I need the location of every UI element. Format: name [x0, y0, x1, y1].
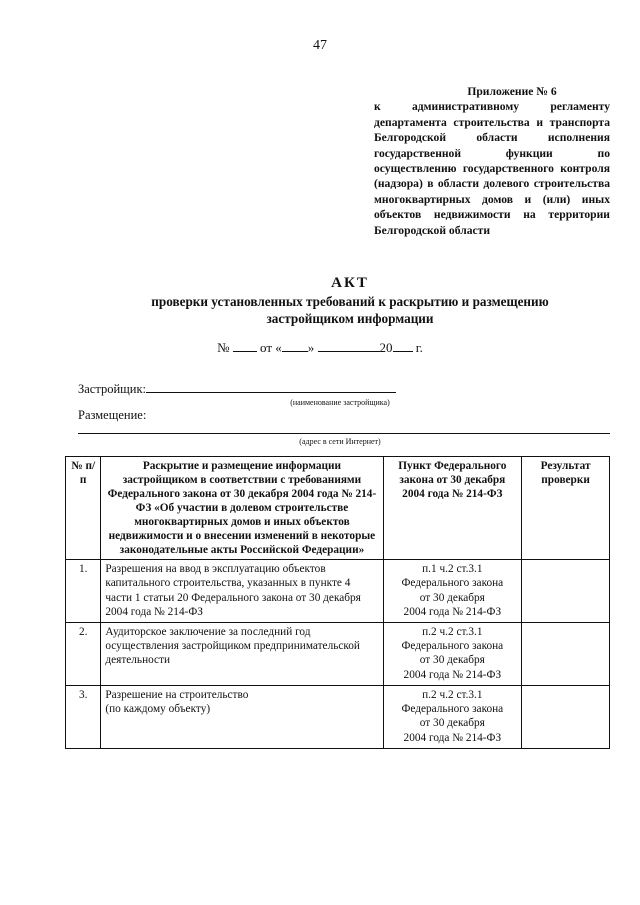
row-result[interactable]	[522, 560, 610, 623]
title-main: АКТ	[331, 275, 369, 291]
row-result[interactable]	[522, 685, 610, 748]
document-title	[80, 274, 620, 327]
row-law	[383, 622, 522, 685]
table-row	[66, 685, 610, 748]
title-sub-line-2: застройщиком информации	[266, 311, 434, 326]
law-line: п.2 ч.2 ст.3.1	[422, 688, 483, 701]
date-quote-close: »	[307, 340, 315, 355]
header-num: № п/п	[66, 457, 101, 560]
law-line: Федерального закона	[401, 640, 504, 653]
law-line: Федерального закона	[401, 703, 504, 716]
row-description: Аудиторское заключение за последний год осуществления застройщиком предпринимательской деятельности	[101, 622, 383, 685]
law-line: 2004 года № 214-ФЗ	[403, 606, 502, 619]
developer-field	[78, 381, 396, 397]
number-blank[interactable]	[233, 339, 257, 352]
law-line: п.2 ч.2 ст.3.1	[422, 625, 483, 638]
law-line: Федерального закона	[401, 577, 504, 590]
title-sub-line-1: проверки установленных требований к раскрытию и размещению	[151, 294, 549, 309]
year-blank[interactable]	[393, 339, 413, 352]
law-line: от 30 декабря	[419, 654, 485, 667]
developer-label: Застройщик:	[78, 382, 147, 396]
appendix-block	[374, 84, 610, 238]
row-num: 1.	[66, 560, 101, 623]
row-result[interactable]	[522, 622, 610, 685]
row-num: 3.	[66, 685, 101, 748]
law-line: 2004 года № 214-ФЗ	[403, 731, 502, 744]
row-num: 2.	[66, 622, 101, 685]
description-line: Разрешение на строительство	[105, 688, 249, 701]
row-description: Разрешения на ввод в эксплуатацию объектов капитального строительства, указанных в пункте 4 части 1 статьи 20 Федерального закона от 30 декабря 2004 года № 214-ФЗ	[101, 560, 383, 623]
developer-input-line[interactable]	[146, 381, 396, 393]
law-line: п.1 ч.2 ст.3.1	[422, 563, 483, 575]
header-law: Пункт Федерального закона от 30 декабря 2004 года № 214-ФЗ	[383, 457, 522, 560]
table-row	[66, 560, 610, 623]
act-number-line	[0, 339, 640, 356]
placement-caption: (адрес в сети Интернет)	[299, 437, 381, 446]
year-suffix: г.	[415, 340, 423, 355]
row-description	[101, 685, 383, 748]
page-number: 47	[313, 38, 327, 53]
appendix-title: Приложение № 6	[467, 85, 557, 98]
number-label: №	[217, 340, 230, 355]
table-header-row	[66, 457, 610, 560]
placement-label: Размещение:	[78, 408, 147, 422]
appendix-body: к административному регламенту департамента строительства и транспорта Белгородской области исполнения государственной функции по осуществлению государственного контроля (надзора) в области долевого строительства многоквартирных домов и (или) иных объектов недвижимости на территории Белгородской области	[374, 100, 610, 237]
month-blank[interactable]	[318, 339, 380, 352]
placement-field	[78, 408, 146, 423]
developer-caption: (наименование застройщика)	[290, 398, 390, 407]
table-row	[66, 622, 610, 685]
requirements-table	[65, 456, 610, 749]
law-line: от 30 декабря	[419, 717, 485, 730]
year-prefix: 20	[379, 340, 393, 355]
header-result: Результат проверки	[522, 457, 610, 560]
row-law	[383, 685, 522, 748]
day-blank[interactable]	[282, 339, 308, 352]
law-line: 2004 года № 214-ФЗ	[403, 668, 502, 681]
law-line: от 30 декабря	[419, 591, 485, 604]
date-from-label: от «	[260, 340, 282, 355]
header-description: Раскрытие и размещение информации застройщиком в соответствии с требованиями Федерального закона от 30 декабря 2004 года № 214-ФЗ «Об участии в долевом строительстве многоквартирных домов и иных объектов недвижимости и о внесении изменений в некоторые законодательные акты Российской Федерации»	[101, 457, 383, 560]
placement-input-line[interactable]	[78, 433, 610, 434]
description-line: (по каждому объекту)	[105, 703, 211, 716]
row-law	[383, 560, 522, 623]
